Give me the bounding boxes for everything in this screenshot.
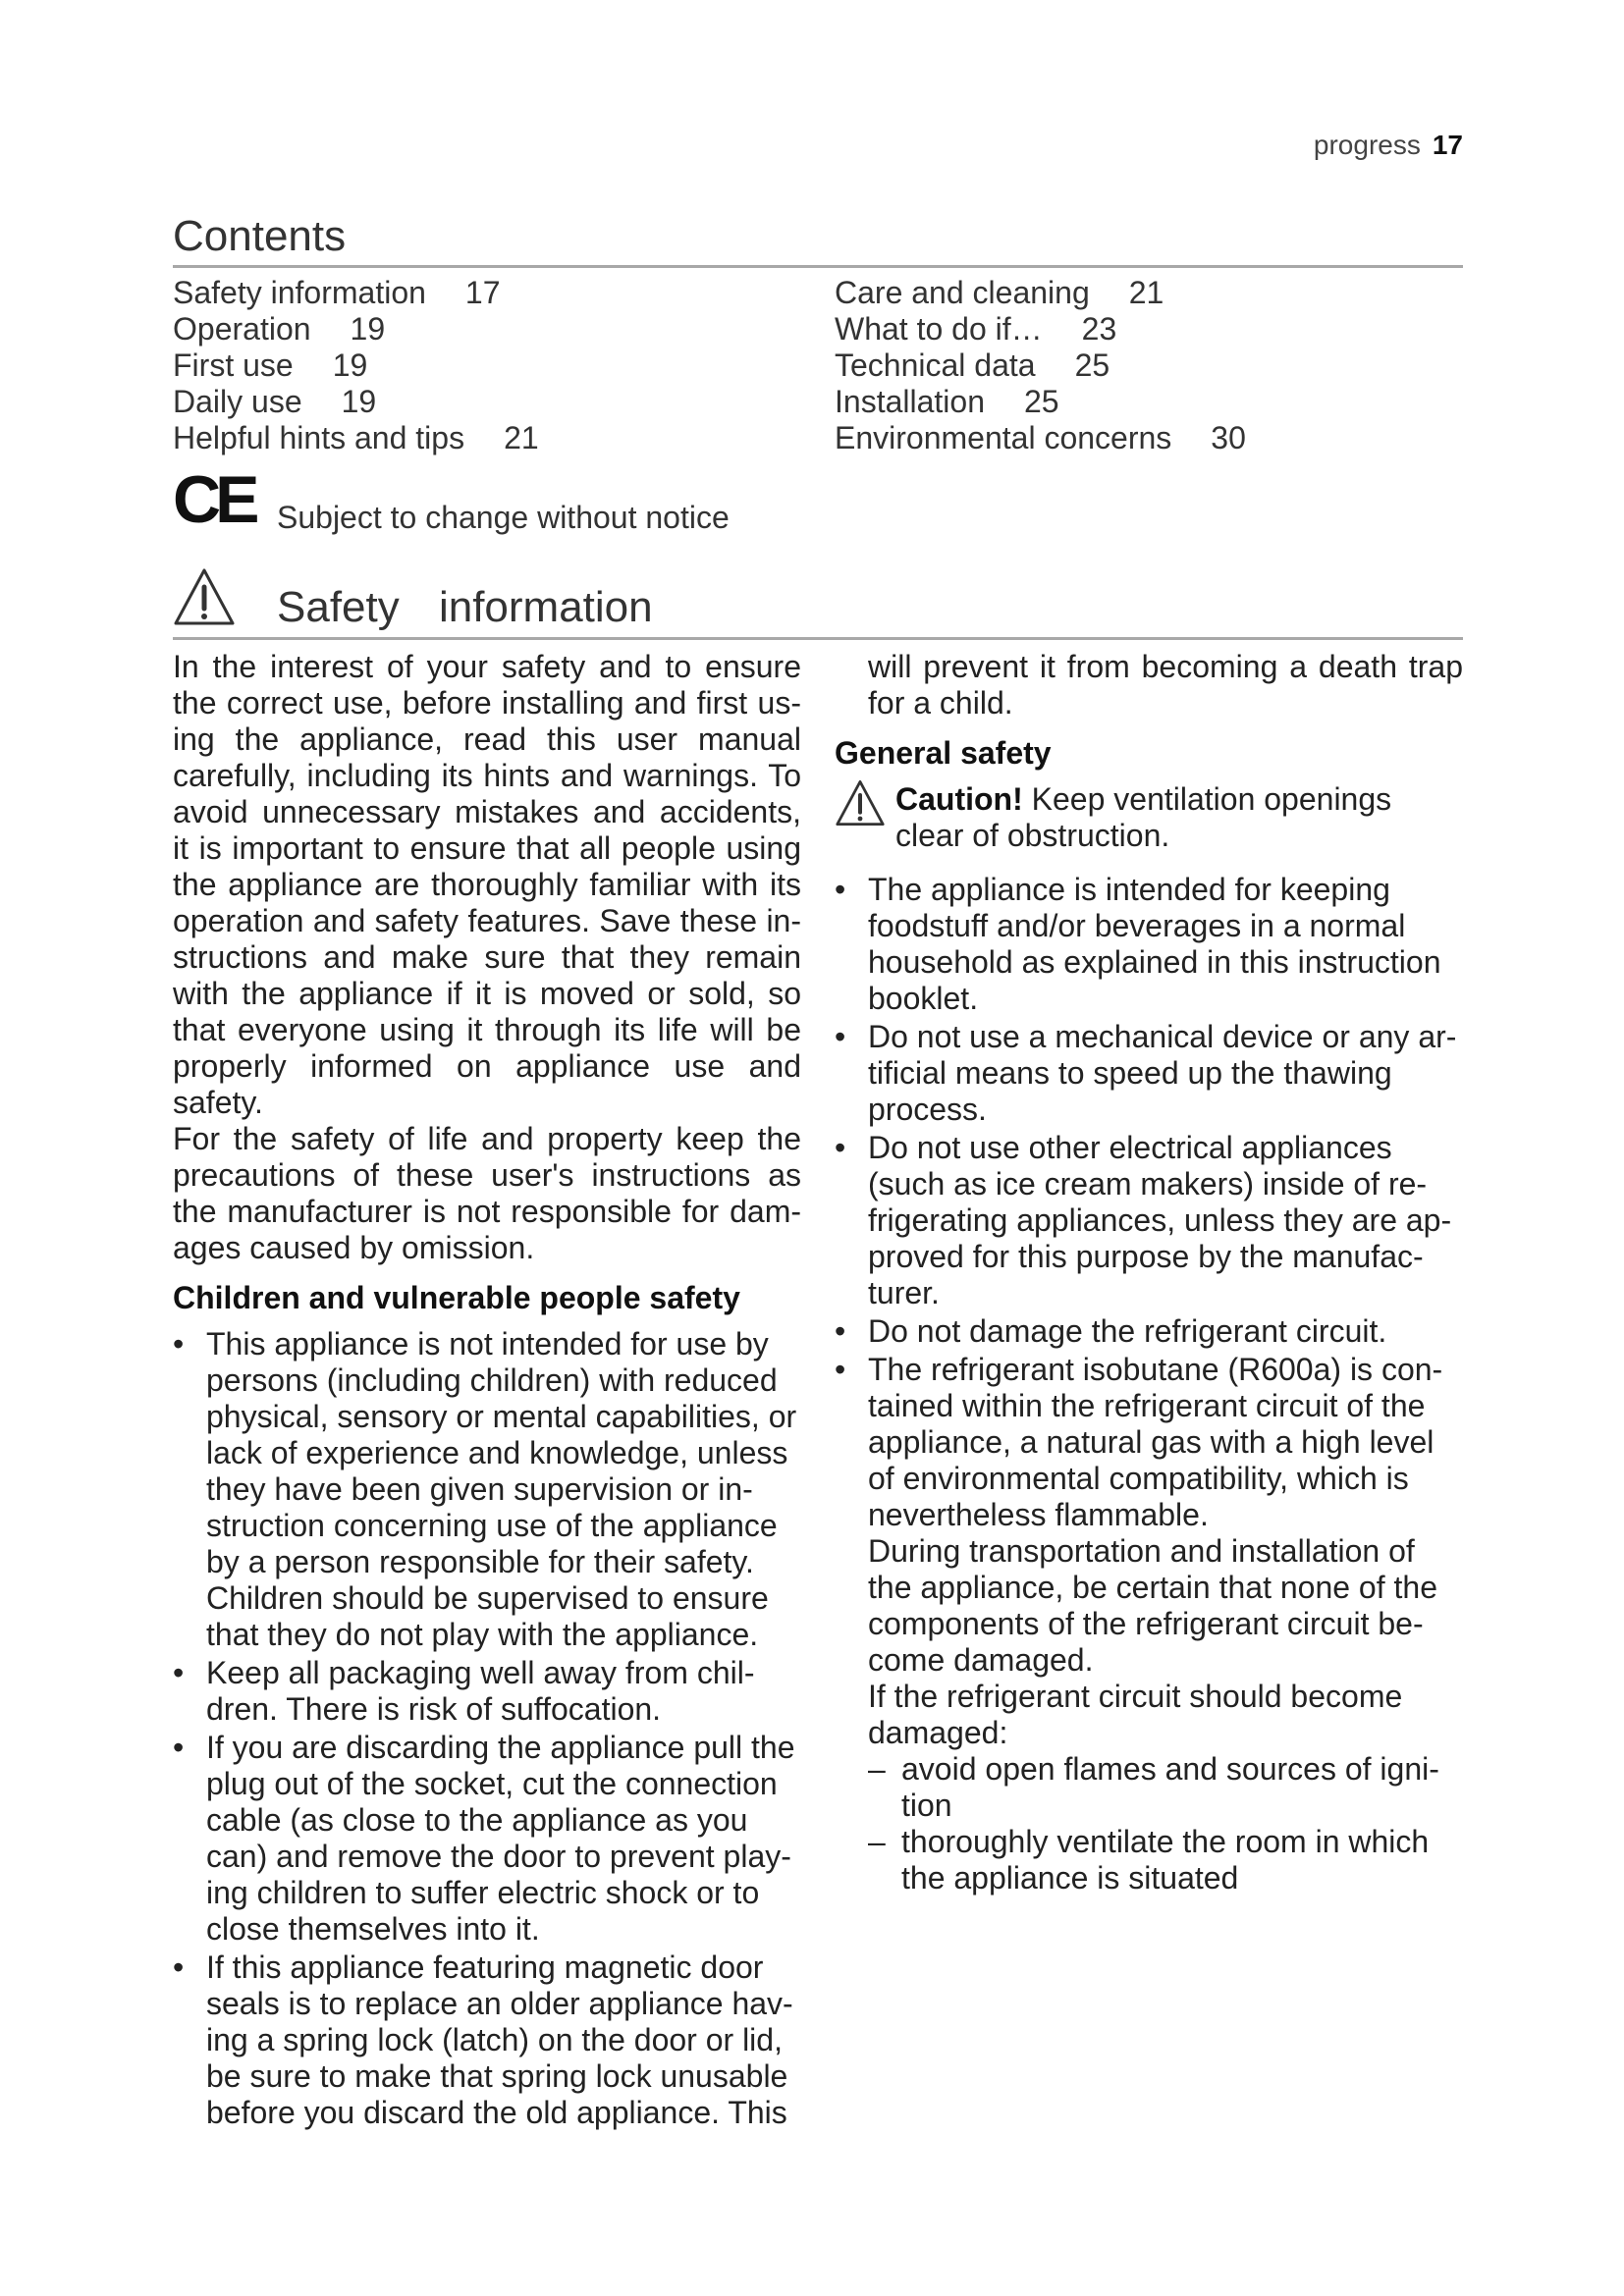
toc-item-label: Safety information xyxy=(173,275,426,310)
general-safety-list xyxy=(835,872,1463,1896)
toc-item[interactable] xyxy=(835,384,1384,420)
list-item: • Do not damage the refrigerant circuit. xyxy=(835,1313,1463,1350)
contents-divider xyxy=(173,265,1463,268)
toc-item[interactable] xyxy=(835,311,1384,347)
page-number: 17 xyxy=(1432,130,1463,160)
toc-item-page: 19 xyxy=(350,311,386,347)
toc-item-label: Environmental concerns xyxy=(835,420,1172,455)
toc-item[interactable] xyxy=(173,420,723,456)
toc-item-page: 25 xyxy=(1023,384,1059,419)
sub-list-item: – thoroughly ventilate the room in which the appliance is situated xyxy=(868,1824,1463,1896)
list-item: • If this appliance featuring magnetic door seals is to replace an older appliance having a spring lock (latch) on the door or lid, be sure to make that spring lock unusable before you discard the old appliance. This xyxy=(173,1949,801,2131)
list-item: • Keep all packaging well away from children. There is risk of suffocation. xyxy=(173,1655,801,1728)
toc-item[interactable] xyxy=(835,275,1384,311)
list-item: • Do not use a mechanical device or any artificial means to speed up the thawing process. xyxy=(835,1019,1463,1128)
toc-item[interactable] xyxy=(835,347,1384,384)
warning-triangle-icon xyxy=(173,567,236,626)
toc-item-label: Operation xyxy=(173,311,311,347)
children-safety-heading: Children and vulnerable people safety xyxy=(173,1280,740,1315)
toc-item-page: 17 xyxy=(464,275,501,310)
toc-item[interactable] xyxy=(173,384,723,420)
toc-item-page: 21 xyxy=(1128,275,1164,310)
toc-item-page: 19 xyxy=(341,384,377,419)
list-item-refrigerant xyxy=(835,1352,1463,1896)
refrigerant-sub-list xyxy=(868,1751,1463,1896)
refrigerant-transport-text: During transportation and installation of the appliance, be certain that none of the components of the refrigerant circuit become damaged. xyxy=(868,1533,1437,1678)
toc-item-page: 19 xyxy=(332,347,368,383)
general-safety-heading: General safety xyxy=(835,735,1052,771)
ce-mark-logo: CE xyxy=(173,462,254,537)
section-title: Safety information xyxy=(277,583,653,631)
list-item: • The appliance is intended for keeping foodstuff and/or beverages in a normal household as explained in this instruction booklet. xyxy=(835,872,1463,1017)
list-item: • This appliance is not intended for use by persons (including children) with reduced physical, sensory or mental capabilities, or lack of experience and knowledge, unless they have been given supervision or instruction concerning use of the appliance by a person responsible for their safety. Children should be supervised to ensure that they do not play with the appliance. xyxy=(173,1326,801,1653)
toc-right-column xyxy=(835,275,1384,456)
toc-item[interactable] xyxy=(173,311,723,347)
intro-paragraph: In the interest of your safety and to ensure the correct use, before installing and first using the appliance, read this user manual carefully, including its hints and warnings. To avoid unnecessary mistakes and accidents, it is important to ensure that all people using the appliance are thoroughly familiar with its operation and safety features. Save these instructions and make sure that they remain with the appliance if it is moved or sold, so that everyone using it through its life will be properly informed on appliance use and safety. xyxy=(173,649,801,1120)
intro-paragraph: For the safety of life and property keep the precautions of these user's instructions as the manufacturer is not responsible for damages caused by omission. xyxy=(173,1121,801,1265)
toc-item-page: 23 xyxy=(1081,311,1117,347)
list-item: • If you are discarding the appliance pull the plug out of the socket, cut the connection cable (as close to the appliance as you can) and remove the door to prevent playing children to suffer electric shock or to close themselves into it. xyxy=(173,1730,801,1948)
page-header xyxy=(1314,130,1463,161)
children-safety-list xyxy=(173,1326,801,2131)
right-text-column xyxy=(835,649,1463,1898)
toc-item[interactable] xyxy=(173,347,723,384)
toc-item-label: Helpful hints and tips xyxy=(173,420,465,455)
continuation-text: will prevent it from becoming a death trap for a child. xyxy=(868,649,1463,721)
contents-title: Contents xyxy=(173,212,347,260)
toc-item-page: 30 xyxy=(1211,420,1246,455)
caution-text xyxy=(895,781,1463,854)
list-item: • Do not use other electrical appliances (such as ice cream makers) inside of refrigerating appliances, unless they are approved for this purpose by the manufacturer. xyxy=(835,1130,1463,1311)
toc-item-label: What to do if… xyxy=(835,311,1043,347)
toc-item-label: Installation xyxy=(835,384,985,419)
refrigerant-text: • The refrigerant isobutane (R600a) is contained within the refrigerant circuit of the appliance, a natural gas with a high level of environmental compatibility, which is nevertheless flammable. xyxy=(868,1352,1443,1532)
toc-item-label: Care and cleaning xyxy=(835,275,1090,310)
refrigerant-damage-text: If the refrigerant circuit should become damaged: xyxy=(868,1679,1403,1750)
toc-item-label: First use xyxy=(173,347,294,383)
caution-triangle-icon xyxy=(835,779,886,827)
section-divider xyxy=(173,637,1463,640)
toc-left-column xyxy=(173,275,723,456)
sub-list-item: – avoid open flames and sources of ignition xyxy=(868,1751,1463,1824)
caution-note xyxy=(835,781,1463,854)
toc-item[interactable] xyxy=(835,420,1384,456)
change-notice: Subject to change without notice xyxy=(277,500,730,535)
caution-body: Keep ventilation openings clear of obstruction. xyxy=(895,781,1392,853)
toc-item[interactable] xyxy=(173,275,723,311)
toc-item-page: 25 xyxy=(1074,347,1110,383)
toc-item-label: Daily use xyxy=(173,384,302,419)
toc-item-label: Technical data xyxy=(835,347,1036,383)
caution-label: Caution! xyxy=(895,781,1023,817)
left-text-column xyxy=(173,649,801,2133)
toc-item-page: 21 xyxy=(504,420,539,455)
header-brand: progress xyxy=(1313,130,1421,160)
